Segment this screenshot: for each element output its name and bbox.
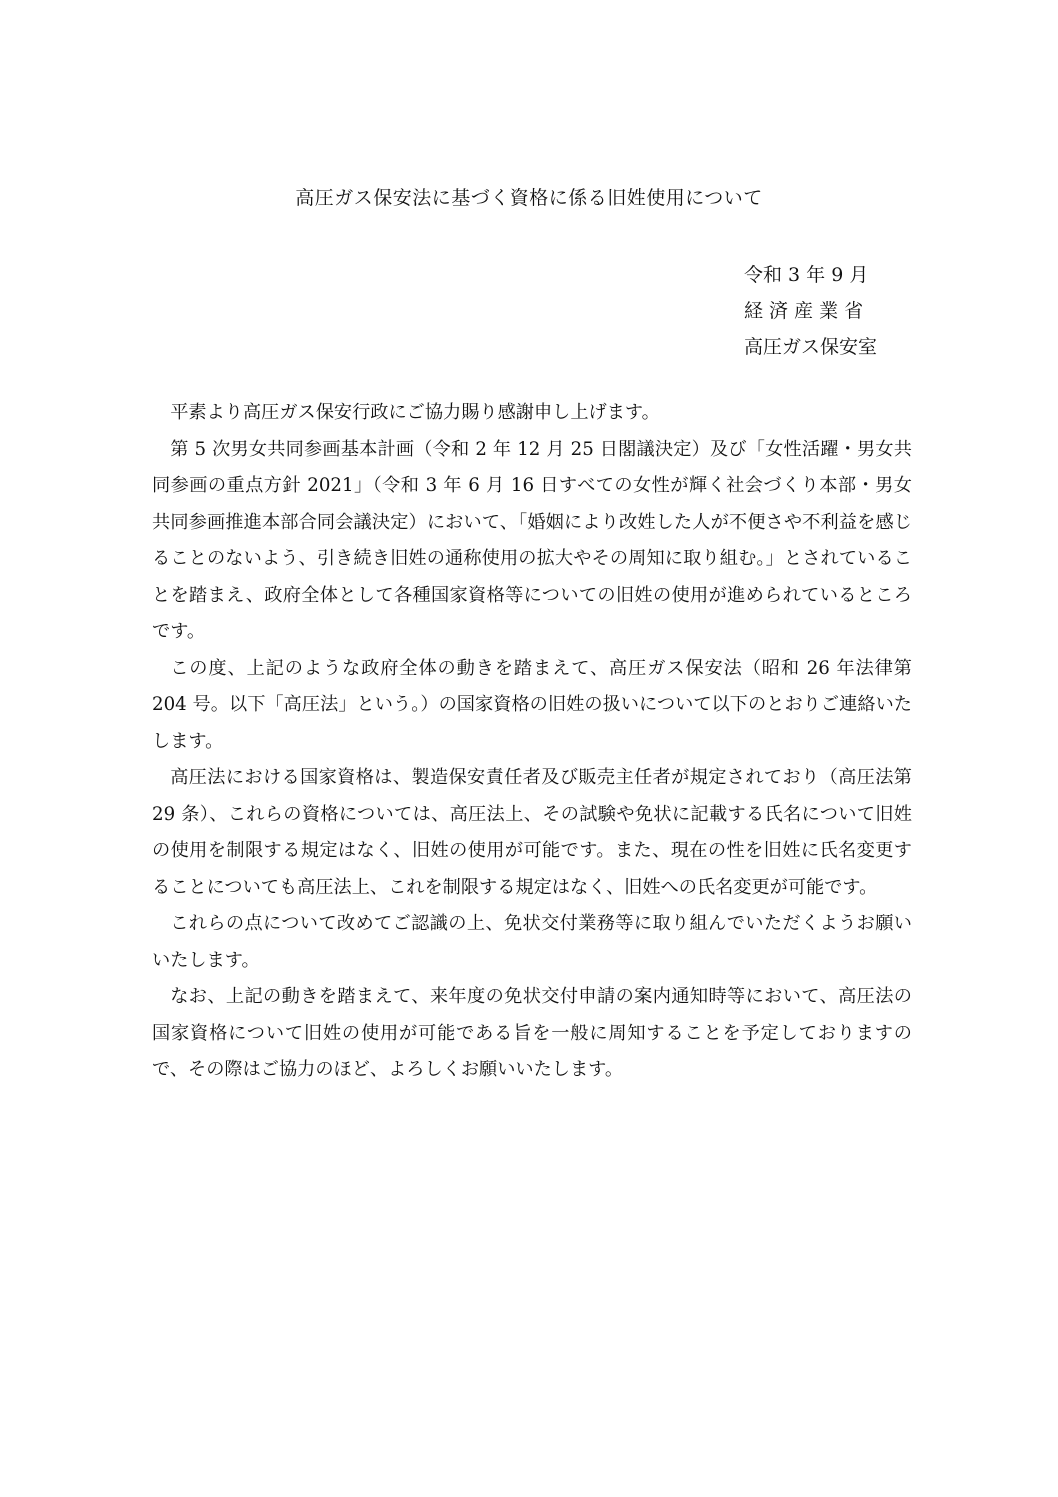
paragraph-notice: この度、上記のような政府全体の動きを踏まえて、高圧ガス保安法（昭和 26 年法律第 204 号。以下「高圧法」という。）の国家資格の旧姓の扱いについて以下のとおりご連絡いたします。 — [152, 657, 912, 752]
paragraph-request: これらの点について改めてご認識の上、免状交付業務等に取り組んでいただくようお願いいたします。 — [152, 913, 912, 971]
issuer-ministry: 経 済 産 業 省 — [744, 300, 864, 322]
paragraph-background: 第 5 次男女共同参画基本計画（令和 2 年 12 月 25 日閣議決定）及び「女性活躍・男女共同参画の重点方針 2021」（令和 3 年 6 月 16 日すべての女性が輝く社会づくり本部・男女共同参画推進本部合同会議決定）において、「婚姻により改姓した人が不便さや不利益を感じることのないよう、引き続き旧姓の通称使用の拡大やその周知に取り組む。」とされていることを踏まえ、政府全体として各種国家資格等についての旧姓の使用が進められているところです。 — [152, 438, 912, 642]
issuer-office: 高圧ガス保安室 — [744, 336, 878, 358]
paragraph-future-plan: なお、上記の動きを踏まえて、来年度の免状交付申請の案内通知時等において、高圧法の国家資格について旧姓の使用が可能である旨を一般に周知することを予定しておりますので、その際はご協力のほど、よろしくお願いいたします。 — [152, 986, 912, 1080]
paragraph-greeting: 平素より高圧ガス保安行政にご協力賜り感謝申し上げます。 — [170, 402, 660, 423]
paragraph-qualifications: 高圧法における国家資格は、製造保安責任者及び販売主任者が規定されており（高圧法第 29 条）、これらの資格については、高圧法上、その試験や免状に記載する氏名について旧姓の使用を制限する規定はなく、旧姓の使用が可能です。また、現在の性を旧姓に氏名変更することについても高圧法上、これを制限する規定はなく、旧姓への氏名変更が可能です。 — [152, 767, 912, 898]
document-title: 高圧ガス保安法に基づく資格に係る旧姓使用について — [295, 187, 763, 209]
issuer-block — [744, 257, 924, 365]
document-body — [152, 395, 912, 1089]
issue-date: 令和 3 年 9 月 — [744, 264, 869, 286]
